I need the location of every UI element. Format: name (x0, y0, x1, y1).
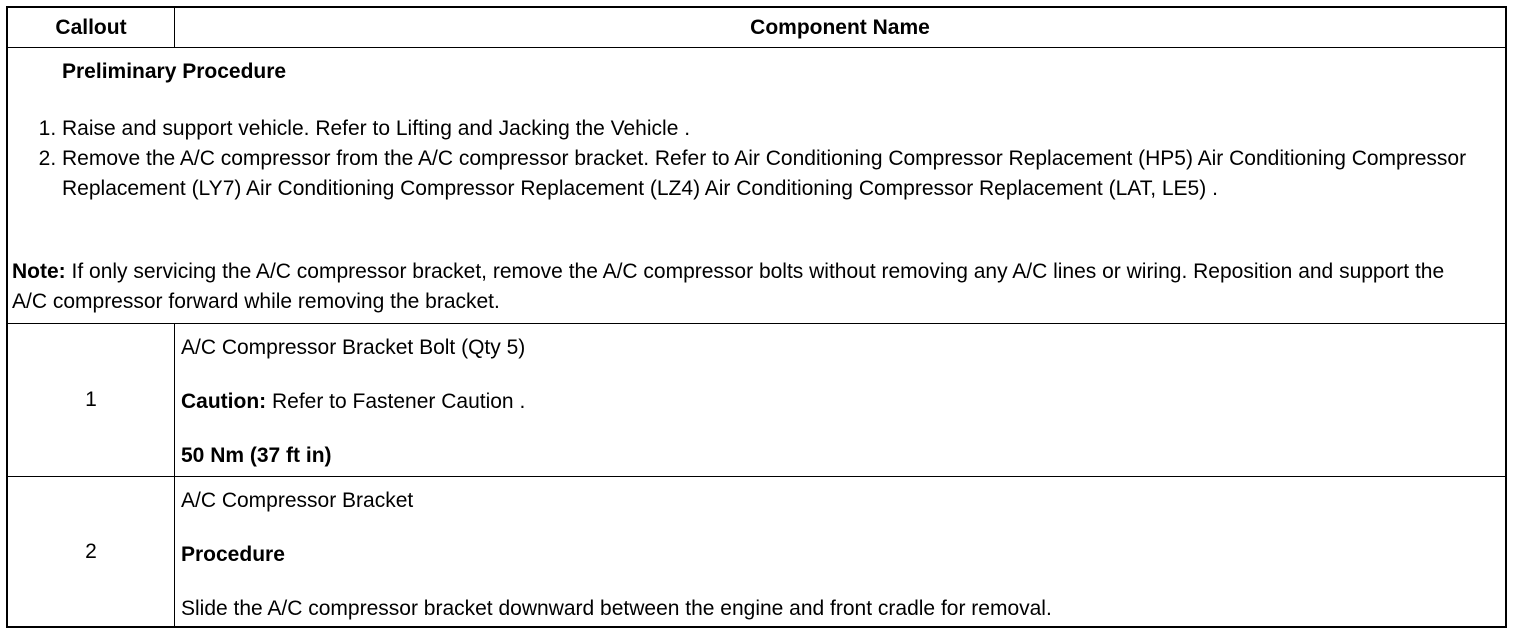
component-name: A/C Compressor Bracket Bolt (Qty 5) (181, 336, 526, 359)
callout-number: 2 (8, 477, 175, 626)
caution-line (181, 390, 525, 414)
table-row (8, 324, 1505, 477)
note-text: If only servicing the A/C compressor bracket, remove the A/C compressor bolts without removing any A/C lines or wiring. Reposition and support the A/C compressor forward while removing the bracket. (12, 260, 1445, 313)
preliminary-step-2: 2. Remove the A/C compressor from the A/C compressor bracket. Refer to Air Conditioning Compressor Replacement (HP5) Air Conditioning Compressor Replacement (LY7) Air Conditioning Compressor Replacement (LZ4) Air Conditioning Compressor Replacement (LAT, LE5) . (62, 144, 1502, 204)
component-name-column-header: Component Name (750, 16, 930, 39)
preliminary-procedure-section (8, 48, 1505, 324)
preliminary-step-1: 1. Raise and support vehicle. Refer to Lifting and Jacking the Vehicle . (62, 114, 1502, 144)
callout-column-header: Callout (8, 8, 175, 47)
component-table (6, 6, 1507, 628)
table-row (8, 477, 1505, 626)
procedure-label: Procedure (181, 543, 285, 566)
preliminary-procedure-title: Preliminary Procedure (62, 60, 287, 83)
component-name: A/C Compressor Bracket (181, 489, 414, 512)
caution-text: Refer to Fastener Caution . (266, 390, 526, 413)
table-header-row (8, 8, 1505, 48)
callout-number: 1 (8, 324, 175, 476)
note-label: Note: (12, 260, 66, 283)
procedure-text: Slide the A/C compressor bracket downward between the engine and front cradle for removal. (181, 597, 1052, 620)
caution-label: Caution: (181, 390, 267, 413)
note-paragraph (12, 257, 1482, 317)
preliminary-steps-list (8, 114, 1502, 204)
torque-spec: 50 Nm (37 ft in) (181, 444, 332, 467)
